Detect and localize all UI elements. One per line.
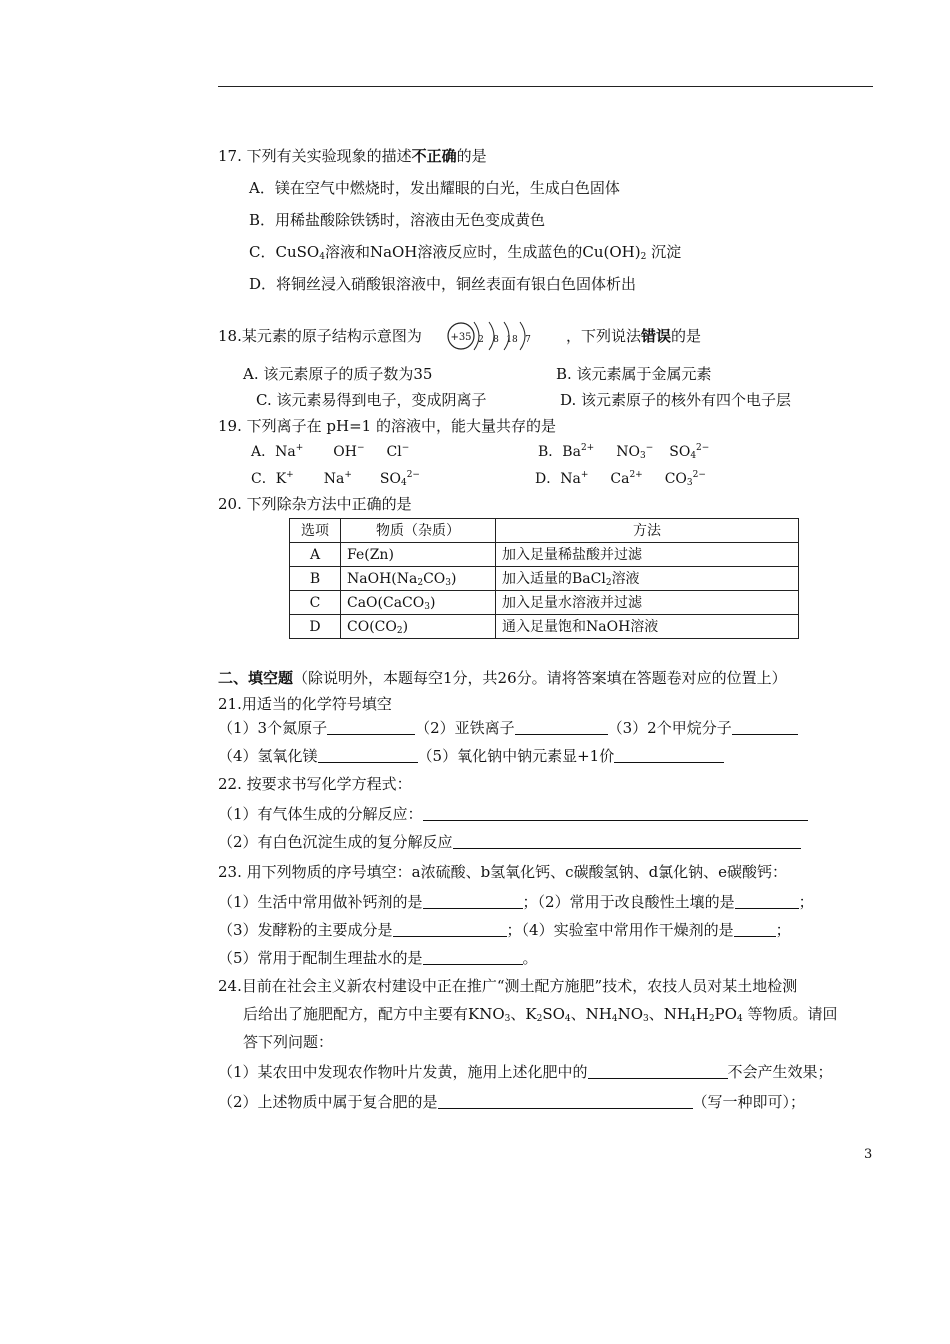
q18-option-b: B. 该元素属于金属元素 [556,365,712,383]
table-cell-option: C [290,591,341,615]
table-header: 选项 [290,519,341,543]
q17-emphasis: 不正确 [411,147,457,165]
q17-option-c: C．CuSO$_4$溶液和NaOH溶液反应时，生成蓝色的$Cu(OH)_2$ 沉淀 [249,243,682,262]
table-cell-substance: $NaOH(Na_2CO_3)$ [341,567,496,591]
table-row [290,591,799,615]
q18-option-a: A. 该元素原子的质子数为35 [243,365,433,383]
shell-electrons-4: 7 [525,335,531,345]
answer-blank[interactable] [515,719,608,735]
q21-stem: 21.用适当的化学符号填空 [218,695,392,713]
q19-stem: 19. 下列离子在 pH=1 的溶液中，能大量共存的是 [218,417,556,435]
q18-stem-tail: ，下列说法错误的是 [566,327,702,345]
q21-line-2: （4）氢氧化镁 （5）氧化钠中钠元素显+1价 [218,746,724,766]
table-row [290,567,799,591]
answer-blank[interactable] [318,747,418,763]
answer-blank[interactable] [732,719,798,735]
table-row [290,543,799,567]
q17-option-d: D．将铜丝浸入硝酸银溶液中，铜丝表面有银白色固体析出 [249,275,637,293]
q19-option-a: A．Na+ OH− Cl− [251,443,410,460]
q17-option-a: A．镁在空气中燃烧时，发出耀眼的白光，生成白色固体 [249,179,620,197]
answer-blank[interactable] [453,833,801,849]
table-cell-substance: Fe(Zn) [341,543,496,567]
q19-option-d: D．Na+ $Ca^{2+}$ $CO_3^{2-}$ [535,470,706,488]
table-cell-substance: CaO(CaCO$_3$) [341,591,496,615]
q17-option-b: B．用稀盐酸除铁锈时，溶液由无色变成黄色 [249,211,546,229]
table-cell-option: A [290,543,341,567]
answer-blank[interactable] [614,747,724,763]
q22-stem: 22. 按要求书写化学方程式： [218,775,412,793]
q23-line-2: （3）发酵粉的主要成分是 ；（4）实验室中常用作干燥剂的是 ； [218,921,791,939]
q21-line-1: （1）3个氮原子 （2）亚铁离子 （3）2个甲烷分子 [218,718,798,738]
answer-blank[interactable] [393,921,507,937]
table-header: 物质（杂质） [341,519,496,543]
answer-blank[interactable] [327,719,415,735]
atom-nucleus-charge: +35 [450,332,472,343]
shell-electrons-1: 2 [478,335,484,345]
section-2-heading: 二、填空题（除说明外，本题每空1分，共26分。请将答案填在答题卷对应的位置上） [218,669,787,687]
q23-line-1: （1）生活中常用做补钙剂的是 ；（2）常用于改良酸性土壤的是 ； [218,893,814,911]
q18-stem: 18.某元素的原子结构示意图为 [218,327,422,345]
shell-electrons-3: 18 [506,335,518,345]
q22-line-2: （2）有白色沉淀生成的复分解反应 [218,832,801,852]
table-cell-method: 通入足量饱和NaOH溶液 [496,615,799,639]
shell-electrons-2: 8 [493,335,499,345]
q23-stem: 23. 用下列物质的序号填空：a浓硫酸、b氢氧化钙、c碳酸氢钠、d氯化钠、e碳酸钙： [218,863,788,881]
table-cell-option: B [290,567,341,591]
purification-table [289,518,799,639]
page-number: 3 [864,1147,873,1162]
q24-item-1: （1）某农田中发现农作物叶片发黄，施用上述化肥中的 不会产生效果； [218,1063,833,1081]
table-cell-method: 加入足量稀盐酸并过滤 [496,543,799,567]
q24-line-3: 答下列问题： [243,1033,334,1051]
table-header-row [290,519,799,543]
q23-line-3: （5）常用于配制生理盐水的是 。 [218,949,538,967]
table-cell-method: 加入适量的BaCl$_2$溶液 [496,567,799,591]
q18-emphasis: 错误 [641,327,672,345]
table-row [290,615,799,639]
table-header: 方法 [496,519,799,543]
table-cell-option: D [290,615,341,639]
answer-blank[interactable] [423,893,523,909]
answer-blank[interactable] [735,893,799,909]
q17-stem: 17. 下列有关实验现象的描述不正确的是 [218,147,487,165]
answer-blank[interactable] [588,1063,728,1079]
q18-option-c: C. 该元素易得到电子，变成阴离子 [256,391,487,409]
answer-blank[interactable] [423,805,808,821]
answer-blank[interactable] [734,921,776,937]
q24-item-2: （2）上述物质中属于复合肥的是 （写一种即可）； [218,1093,806,1111]
q24-line-1: 24.目前在社会主义新农村建设中正在推广“测土配方施肥”技术，农技人员对某土地检测 [218,977,798,995]
q18-option-d: D. 该元素原子的核外有四个电子层 [560,391,792,409]
table-cell-method: 加入足量水溶液并过滤 [496,591,799,615]
table-cell-substance: $CO(CO_2)$ [341,615,496,639]
answer-blank[interactable] [438,1093,693,1109]
q22-line-1: （1）有气体生成的分解反应： [218,804,808,824]
answer-blank[interactable] [423,949,523,965]
header-rule [218,86,873,87]
atom-structure-diagram [444,316,548,356]
q19-option-c: C．K+ Na+ $SO_4^{2-}$ [251,470,420,488]
q19-option-b: B．$Ba^{2+}$ $NO_3^-$ $SO_4^{2-}$ [538,443,710,461]
q20-stem: 20. 下列除杂方法中正确的是 [218,495,412,513]
q24-line-2: 后给出了施肥配方，配方中主要有$KNO_3$、$K_2SO_4$、$NH_4NO_3$、$NH_4H_2PO_4$ 等物质。请回 [243,1005,838,1024]
